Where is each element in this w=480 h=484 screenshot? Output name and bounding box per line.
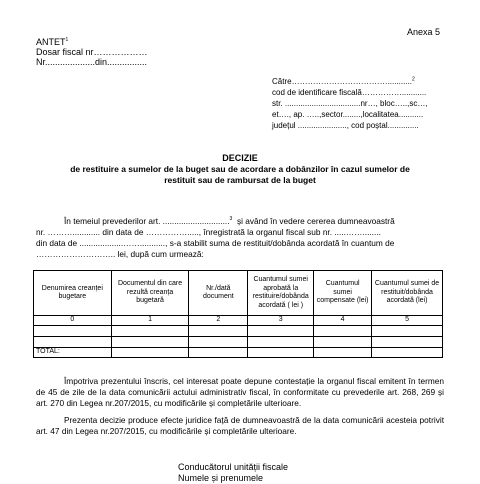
table-cell[interactable] [314, 326, 372, 337]
index-cell: 1 [111, 316, 189, 326]
table-cell[interactable] [34, 337, 112, 348]
header-cell-nr-data: Nr./dată document [189, 271, 248, 316]
recipient-county-line: județul ......................, cod poștal.............. [272, 121, 419, 130]
table-cell[interactable] [314, 348, 372, 358]
table-total-row [34, 348, 443, 358]
intro-legal-basis: În temeiul prevederilor art. ............................. [64, 216, 230, 226]
header-cell-de-restituit: Cuantumul sumei de restituit/dobânda acordată (lei) [372, 271, 443, 316]
table-cell[interactable] [189, 337, 248, 348]
dosar-fiscal-line: Dosar fiscal nr……………… [36, 47, 148, 57]
intro-line-4: ……………………….. lei, după cum urmează: [36, 249, 204, 259]
restitution-table [33, 270, 443, 358]
intro-line-1 [64, 216, 395, 227]
recipient-cif-line: cod de identificare fiscală……………........... [272, 88, 427, 97]
table-cell[interactable] [189, 348, 248, 358]
recipient-address-line: et…., ap. …..,sector........,localitatea........... [272, 110, 424, 119]
table-index-row [34, 316, 443, 326]
signature-title: Conducătorul unității fiscale [178, 462, 289, 472]
table-cell[interactable] [111, 326, 189, 337]
recipient-line-1 [272, 77, 415, 87]
table-row [34, 326, 443, 337]
intro-line-3: din data de ...................……..........., s-a stabilit suma de restituit/dobânda acordată în cuantum de [36, 238, 395, 248]
index-cell: 4 [314, 316, 372, 326]
table-cell[interactable] [314, 337, 372, 348]
index-cell: 2 [189, 316, 248, 326]
effects-paragraph: Prezenta decizie produce efecte juridice față de dumneavoastră de la data comunicării acesteia potrivit art. 47 din Legea nr.207/2015, cu modificările și completările ulterioare. [36, 415, 444, 436]
intro-request-text: și având în vedere cererea dumneavoastră [236, 216, 395, 226]
total-label: TOTAL: [34, 348, 112, 358]
nr-din-line: Nr....................din................ [36, 57, 148, 67]
table-cell[interactable] [34, 326, 112, 337]
table-cell[interactable] [372, 326, 443, 337]
document-title: DECIZIE [222, 153, 258, 163]
intro-line-2: nr. ………............ din data de ……………....., înregistrată la organul fiscal sub nr. .....……........ [36, 227, 381, 237]
intro-footnote: 3 [229, 216, 233, 223]
table-cell[interactable] [248, 326, 314, 337]
table-cell[interactable] [248, 348, 314, 358]
contest-paragraph: Împotriva prezentului înscris, cel interesat poate depune contestație la organul fiscal emitent în termen de 45 de zile de la data comunicării actului administrativ fiscal, în conformitate cu prevederile art. 268, 269 și art. 270 din Legea nr.207/2015, cu modificările și completările ulterioare. [36, 376, 444, 408]
table-cell[interactable] [189, 326, 248, 337]
antet-label: ANTET [36, 37, 66, 47]
header-cell-compensata: Cuantumul sumei compensate (lei) [314, 271, 372, 316]
table-row [34, 337, 443, 348]
table-cell[interactable] [111, 348, 189, 358]
table-cell[interactable] [372, 348, 443, 358]
annex-label: Anexa 5 [407, 27, 441, 37]
index-cell: 0 [34, 316, 112, 326]
recipient-footnote: 2 [412, 76, 415, 83]
recipient-name-field: Către………………………………........... [272, 77, 413, 86]
table-cell[interactable] [111, 337, 189, 348]
recipient-street-line: str. ..................................nr…, bloc…..,sc…, [272, 99, 428, 108]
signature-name: Numele și prenumele [178, 473, 264, 483]
index-cell: 5 [372, 316, 443, 326]
header-cell-creanta: Denumirea creanței bugetare [34, 271, 112, 316]
document-subtitle: de restituire a sumelor de la buget sau de acordare a dobânzilor în cazul sumelor de restituit sau de rambursat de la buget [70, 164, 410, 185]
header-cell-aprobata: Cuantumul sumei aprobată la restituire/dobânda acordată ( lei ) [248, 271, 314, 316]
table-cell[interactable] [248, 337, 314, 348]
table-cell[interactable] [372, 337, 443, 348]
index-cell: 3 [248, 316, 314, 326]
antet-footnote: 1 [65, 37, 69, 43]
table-header-row [34, 271, 443, 316]
header-cell-document: Documentul din care rezultă creanța bugetară [111, 271, 189, 316]
